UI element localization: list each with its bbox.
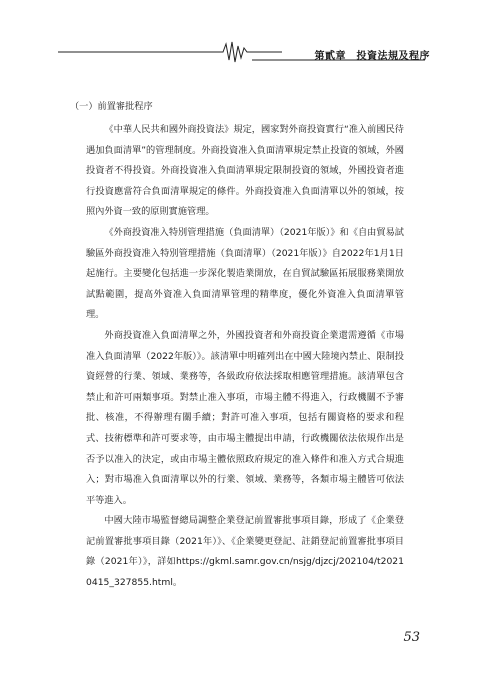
paragraph: 中國大陸市場監督總局調整企業登記前置審批事項目錄，形成了《企業登記前置審批事項目錄（2021年）》、《企業變更登記、註銷登記前置審批事項目錄（2021年）》，詳如https://gkml.samr.gov.cn/nsjg/djzcj/202104/t20210415_327855.html。: [86, 515, 404, 589]
paragraph: 外商投資准入負面清單之外，外國投資者和外商投資企業還需遵循《市場准入負面清單（2022年版）》。該清單中明確列出在中國大陸境內禁止、限制投資經營的行業、領域、業務等，各級政府依法採取相應管理措施。該清單包含禁止和許可兩類事項。對禁止准入事項，市場主體不得進入，行政機關不予審批、核准，不得辦理有關手續；對許可准入事項，包括有關資格的要求和程式、技術標準和許可要求等，由市場主體提出申請，行政機關依法依規作出是否予以准入的決定，或由市場主體依照政府規定的准入條件和准入方式合規進入；對市場准入負面清單以外的行業、領域、業務等，各類市場主體皆可依法平等進入。: [86, 329, 404, 506]
paragraph: 《外商投資准入特別管理措施（負面清單）（2021年版）》和《自由貿易試驗區外商投資准入特別管理措施（負面清單）（2021年版）》自2022年1月1日起施行。主要變化包括進一步深化製造業開放，在自貿試驗區拓展服務業開放試點範圍，提高外資准入負面清單管理的精準度，優化外資准入負面清單管理。: [86, 226, 404, 321]
paragraph: 《中華人民共和國外商投資法》規定，國家對外商投資實行“准入前國民待遇加負面清單”的管理制度。外商投資准入負面清單規定禁止投資的領域，外國投資者不得投資。外商投資准入負面清單規定限制投資的領域，外國投資者進行投資應當符合負面清單規定的條件。外商投資准入負面清單以外的領域，按照內外資一致的原則實施管理。: [86, 124, 404, 218]
main-content: [70, 100, 404, 594]
page-number: 53: [403, 630, 420, 645]
section-heading: （一）前置審批程序: [70, 101, 153, 112]
page-header: [0, 38, 480, 68]
chapter-title: 第貳章 投資法規及程序: [314, 51, 430, 62]
